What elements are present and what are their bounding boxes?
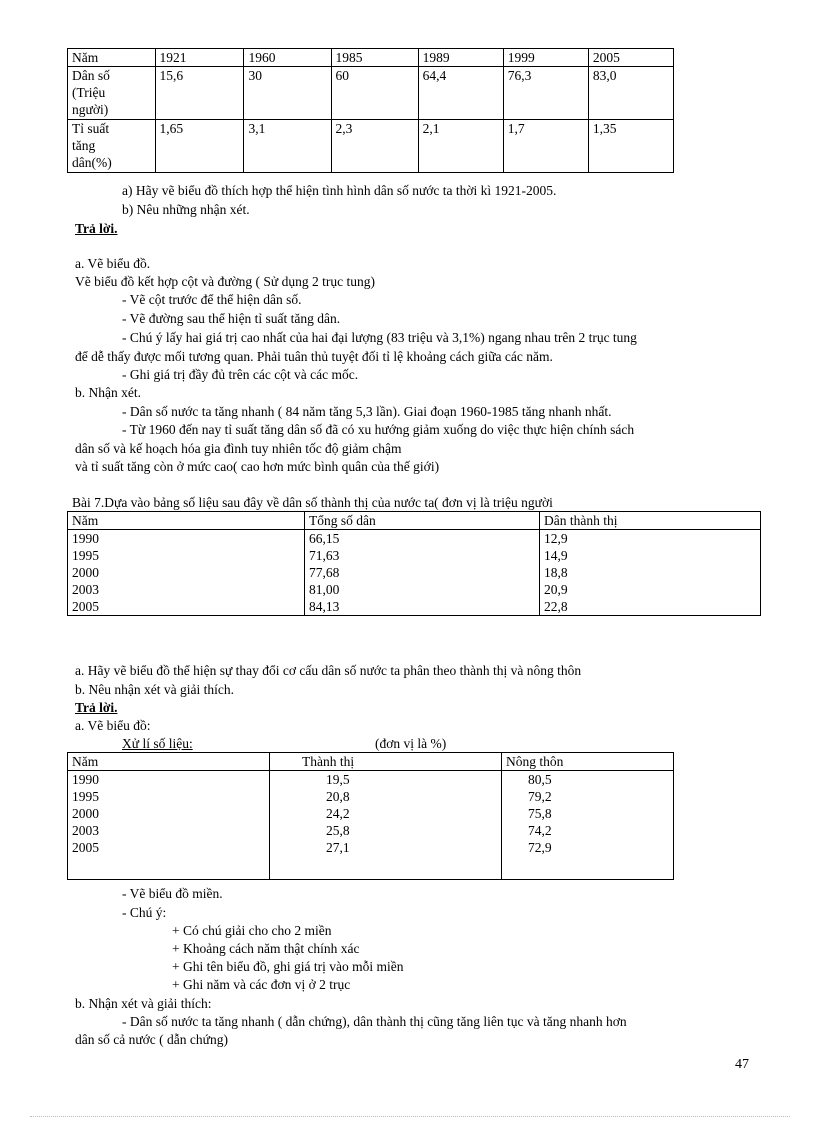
table-row xyxy=(68,530,761,616)
table-cell xyxy=(68,67,156,120)
table-cell: Năm xyxy=(68,49,156,67)
cell-line: 2003 xyxy=(72,582,99,597)
table-cell: Thành thị xyxy=(270,753,502,771)
cell-line: 1995 xyxy=(72,789,99,804)
exercise-title: Bài 7.Dựa vào bảng số liệu sau đây về dân số thành thị của nước ta( đơn vị là triệu người xyxy=(72,495,553,510)
table-cell: 1,65 xyxy=(155,120,244,173)
text-line: - Vẽ đường sau thể hiện tỉ suất tăng dân. xyxy=(122,311,341,326)
text-line: và tỉ suất tăng còn ở mức cao( cao hơn mức bình quân của thế giới) xyxy=(75,459,440,474)
text-line: - Dân số nước ta tăng nhanh ( 84 năm tăng 5,3 lần). Giai đoạn 1960-1985 tăng nhanh nhất. xyxy=(122,404,612,419)
table-cell: 83,0 xyxy=(588,67,673,120)
table-cell xyxy=(502,771,674,880)
text-line: Vẽ biểu đồ kết hợp cột và đường ( Sử dụng 2 trục tung) xyxy=(75,274,375,289)
table-cell: 1,7 xyxy=(503,120,588,173)
table-cell: 2,1 xyxy=(418,120,503,173)
cell-line: 12,9 xyxy=(544,531,568,546)
cell-line: 84,13 xyxy=(309,599,340,614)
cell-line: 1990 xyxy=(72,772,99,787)
table-cell xyxy=(540,530,761,616)
table-cell: 60 xyxy=(331,67,418,120)
text-line: - Ghi giá trị đầy đủ trên các cột và các mốc. xyxy=(122,367,359,382)
note-item: + Có chú giải cho cho 2 miền xyxy=(172,923,332,938)
cell-line: 22,8 xyxy=(544,599,568,614)
table-cell xyxy=(68,530,305,616)
text-line: - Chú ý lấy hai giá trị cao nhất của hai đại lượng (83 triệu và 3,1%) ngang nhau trên 2 trục tung xyxy=(122,330,637,345)
cell-line: 2003 xyxy=(72,823,99,838)
row-label-line: Dân số xyxy=(72,68,110,83)
text-line: dân số và kế hoạch hóa gia đình tuy nhiên tốc độ giảm chậm xyxy=(75,441,402,456)
row-label-line: dân(%) xyxy=(72,155,112,170)
text-line: - Từ 1960 đến nay tỉ suất tăng dân số đã có xu hướng giảm xuống do việc thực hiện chính sách xyxy=(122,422,635,437)
table-cell: Tổng số dân xyxy=(305,512,540,530)
cell-line: 25,8 xyxy=(326,823,350,838)
table-row xyxy=(68,753,674,771)
cell-line: 1990 xyxy=(72,531,99,546)
cell-line: 2000 xyxy=(72,565,99,580)
table-row xyxy=(68,67,674,120)
text-line: - Vẽ cột trước để thể hiện dân số. xyxy=(122,292,302,307)
table-cell: Năm xyxy=(68,753,270,771)
table-row xyxy=(68,771,674,880)
page-divider xyxy=(30,1116,790,1117)
cell-line: 72,9 xyxy=(528,840,552,855)
urban-population-table xyxy=(67,511,761,616)
answer-heading: Trả lời. xyxy=(75,700,118,715)
cell-line: 1995 xyxy=(72,548,99,563)
cell-line: 27,1 xyxy=(326,840,350,855)
question-a: a) Hãy vẽ biểu đồ thích hợp thể hiện tình hình dân số nước ta thời kì 1921-2005. xyxy=(122,183,557,198)
section-title: a. Vẽ biểu đồ. xyxy=(75,256,151,271)
table-cell: 15,6 xyxy=(155,67,244,120)
table-cell: 30 xyxy=(244,67,331,120)
cell-line: 81,00 xyxy=(309,582,340,597)
cell-line: 79,2 xyxy=(528,789,552,804)
cell-line: 20,9 xyxy=(544,582,568,597)
table-cell xyxy=(68,120,156,173)
question-a: a. Hãy vẽ biểu đồ thể hiện sự thay đổi cơ cấu dân số nước ta phân theo thành thị và nông thôn xyxy=(75,663,582,678)
cell-line: 75,8 xyxy=(528,806,552,821)
question-b: b. Nêu nhận xét và giải thích. xyxy=(75,682,234,697)
cell-line: 74,2 xyxy=(528,823,552,838)
table-cell: 2005 xyxy=(588,49,673,67)
cell-line: 18,8 xyxy=(544,565,568,580)
note-item: + Ghi tên biểu đồ, ghi giá trị vào mỗi miền xyxy=(172,959,404,974)
text-line: - Dân số nước ta tăng nhanh ( dẫn chứng), dân thành thị cũng tăng liên tục và tăng nhanh hơn xyxy=(122,1014,627,1029)
table-row xyxy=(68,120,674,173)
table-row xyxy=(68,49,674,67)
cell-line: 71,63 xyxy=(309,548,340,563)
text-line: dân số cả nước ( dẫn chứng) xyxy=(75,1032,228,1047)
table-cell: 76,3 xyxy=(503,67,588,120)
page-number: 47 xyxy=(735,1057,749,1072)
cell-line: 19,5 xyxy=(326,772,350,787)
table-cell: 2,3 xyxy=(331,120,418,173)
table-cell: 1,35 xyxy=(588,120,673,173)
text-line: - Chú ý: xyxy=(122,905,167,920)
process-label: Xử lí số liệu: xyxy=(122,736,193,751)
cell-line: 2005 xyxy=(72,840,99,855)
cell-line: 80,5 xyxy=(528,772,552,787)
table-cell: 1960 xyxy=(244,49,331,67)
text-line: để dễ thấy được mối tương quan. Phải tuân thủ tuyệt đối tỉ lệ khoảng cách giữa các năm. xyxy=(75,349,553,364)
row-label-line: tăng xyxy=(72,138,96,153)
table-cell xyxy=(270,771,502,880)
cell-line: 20,8 xyxy=(326,789,350,804)
question-b: b) Nêu những nhận xét. xyxy=(122,202,250,217)
row-label-line: Tỉ suất xyxy=(72,121,110,136)
table-cell: Năm xyxy=(68,512,305,530)
table-cell: 1999 xyxy=(503,49,588,67)
table-cell: Dân thành thị xyxy=(540,512,761,530)
table-cell: Nông thôn xyxy=(502,753,674,771)
note-item: + Ghi năm và các đơn vị ở 2 trục xyxy=(172,977,351,992)
section-title: a. Vẽ biểu đồ: xyxy=(75,718,151,733)
cell-line: 24,2 xyxy=(326,806,350,821)
population-table xyxy=(67,48,674,173)
cell-line: 77,68 xyxy=(309,565,340,580)
row-label-line: (Triệu xyxy=(72,85,106,100)
section-title: b. Nhận xét. xyxy=(75,385,141,400)
text-line: - Vẽ biểu đồ miền. xyxy=(122,886,223,901)
unit-label: (đơn vị là %) xyxy=(375,736,447,751)
table-cell: 3,1 xyxy=(244,120,331,173)
processed-data-table xyxy=(67,752,674,880)
table-cell: 1985 xyxy=(331,49,418,67)
cell-line: 66,15 xyxy=(309,531,340,546)
cell-line: 14,9 xyxy=(544,548,568,563)
table-cell xyxy=(305,530,540,616)
row-label-line: người) xyxy=(72,102,109,117)
section-title: b. Nhận xét và giải thích: xyxy=(75,996,212,1011)
answer-heading: Trả lời. xyxy=(75,221,118,236)
table-row xyxy=(68,512,761,530)
note-item: + Khoảng cách năm thật chính xác xyxy=(172,941,360,956)
table-cell xyxy=(68,771,270,880)
table-cell: 64,4 xyxy=(418,67,503,120)
table-cell: 1921 xyxy=(155,49,244,67)
table-cell: 1989 xyxy=(418,49,503,67)
cell-line: 2000 xyxy=(72,806,99,821)
cell-line: 2005 xyxy=(72,599,99,614)
